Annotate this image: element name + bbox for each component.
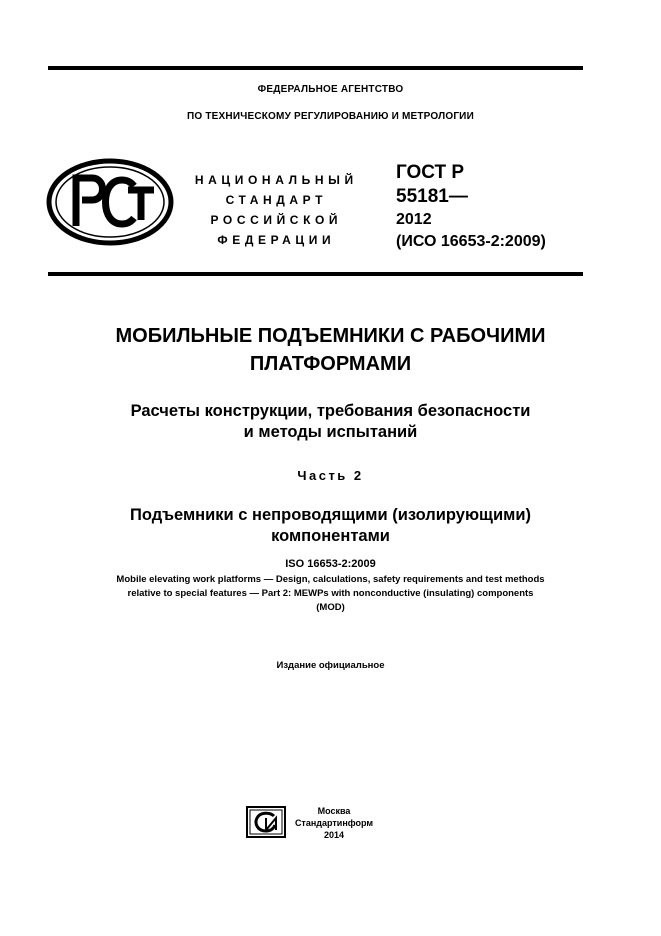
part-title (0, 505, 661, 547)
edition-label: Издание официальное (276, 660, 385, 671)
main-title-line1: МОБИЛЬНЫЕ ПОДЪЕМНИКИ С РАБОЧИМИ (115, 325, 546, 347)
part-title-line1: Подъемники с непроводящими (изолирующими) (130, 506, 531, 524)
main-title (0, 322, 661, 378)
part-title-line2: компонентами (271, 527, 390, 545)
publisher-city: Москва (317, 806, 351, 816)
national-line: СТАНДАРТ (225, 193, 328, 207)
main-title-line2: ПЛАТФОРМАМИ (249, 353, 412, 375)
standard-designation (396, 161, 546, 253)
publisher-name: Стандартинформ (294, 818, 374, 828)
iso-description (0, 573, 661, 615)
iso-equivalent: (ИСО 16653-2:2009) (396, 233, 546, 250)
iso-desc-line1: Mobile elevating work platforms — Design, calculations, safety requirements and test methods (116, 574, 545, 585)
national-standard-label (186, 170, 362, 250)
publisher-year: 2014 (323, 830, 345, 840)
part-label: Часть 2 (297, 468, 364, 483)
national-line: ФЕДЕРАЦИИ (217, 233, 336, 247)
subtitle-line1: Расчеты конструкции, требования безопасности (130, 402, 531, 420)
gost-designation: ГОСТ Р (396, 162, 465, 183)
national-line: РОССИЙСКОЙ (210, 213, 343, 227)
gost-number: 55181— (396, 186, 468, 207)
iso-number: ISO 16653-2:2009 (285, 558, 376, 570)
gost-year: 2012 (396, 211, 432, 228)
subtitle-line2: и методы испытаний (243, 423, 418, 441)
middle-rule (48, 272, 583, 276)
publisher-logo-icon (246, 806, 286, 838)
iso-desc-line3: (MOD) (316, 602, 345, 613)
national-line: НАЦИОНАЛЬНЫЙ (194, 173, 358, 187)
iso-desc-line2: relative to special features — Part 2: MEWPs with nonconductive (insulating) components (127, 588, 534, 599)
gost-r-logo-icon (46, 158, 174, 246)
agency-name-line2: ПО ТЕХНИЧЕСКОМУ РЕГУЛИРОВАНИЮ И МЕТРОЛОГИИ (187, 111, 474, 122)
top-rule (48, 66, 583, 70)
publisher-info (294, 805, 374, 841)
subtitle (0, 401, 661, 443)
agency-name-line1: ФЕДЕРАЛЬНОЕ АГЕНТСТВО (257, 84, 404, 95)
